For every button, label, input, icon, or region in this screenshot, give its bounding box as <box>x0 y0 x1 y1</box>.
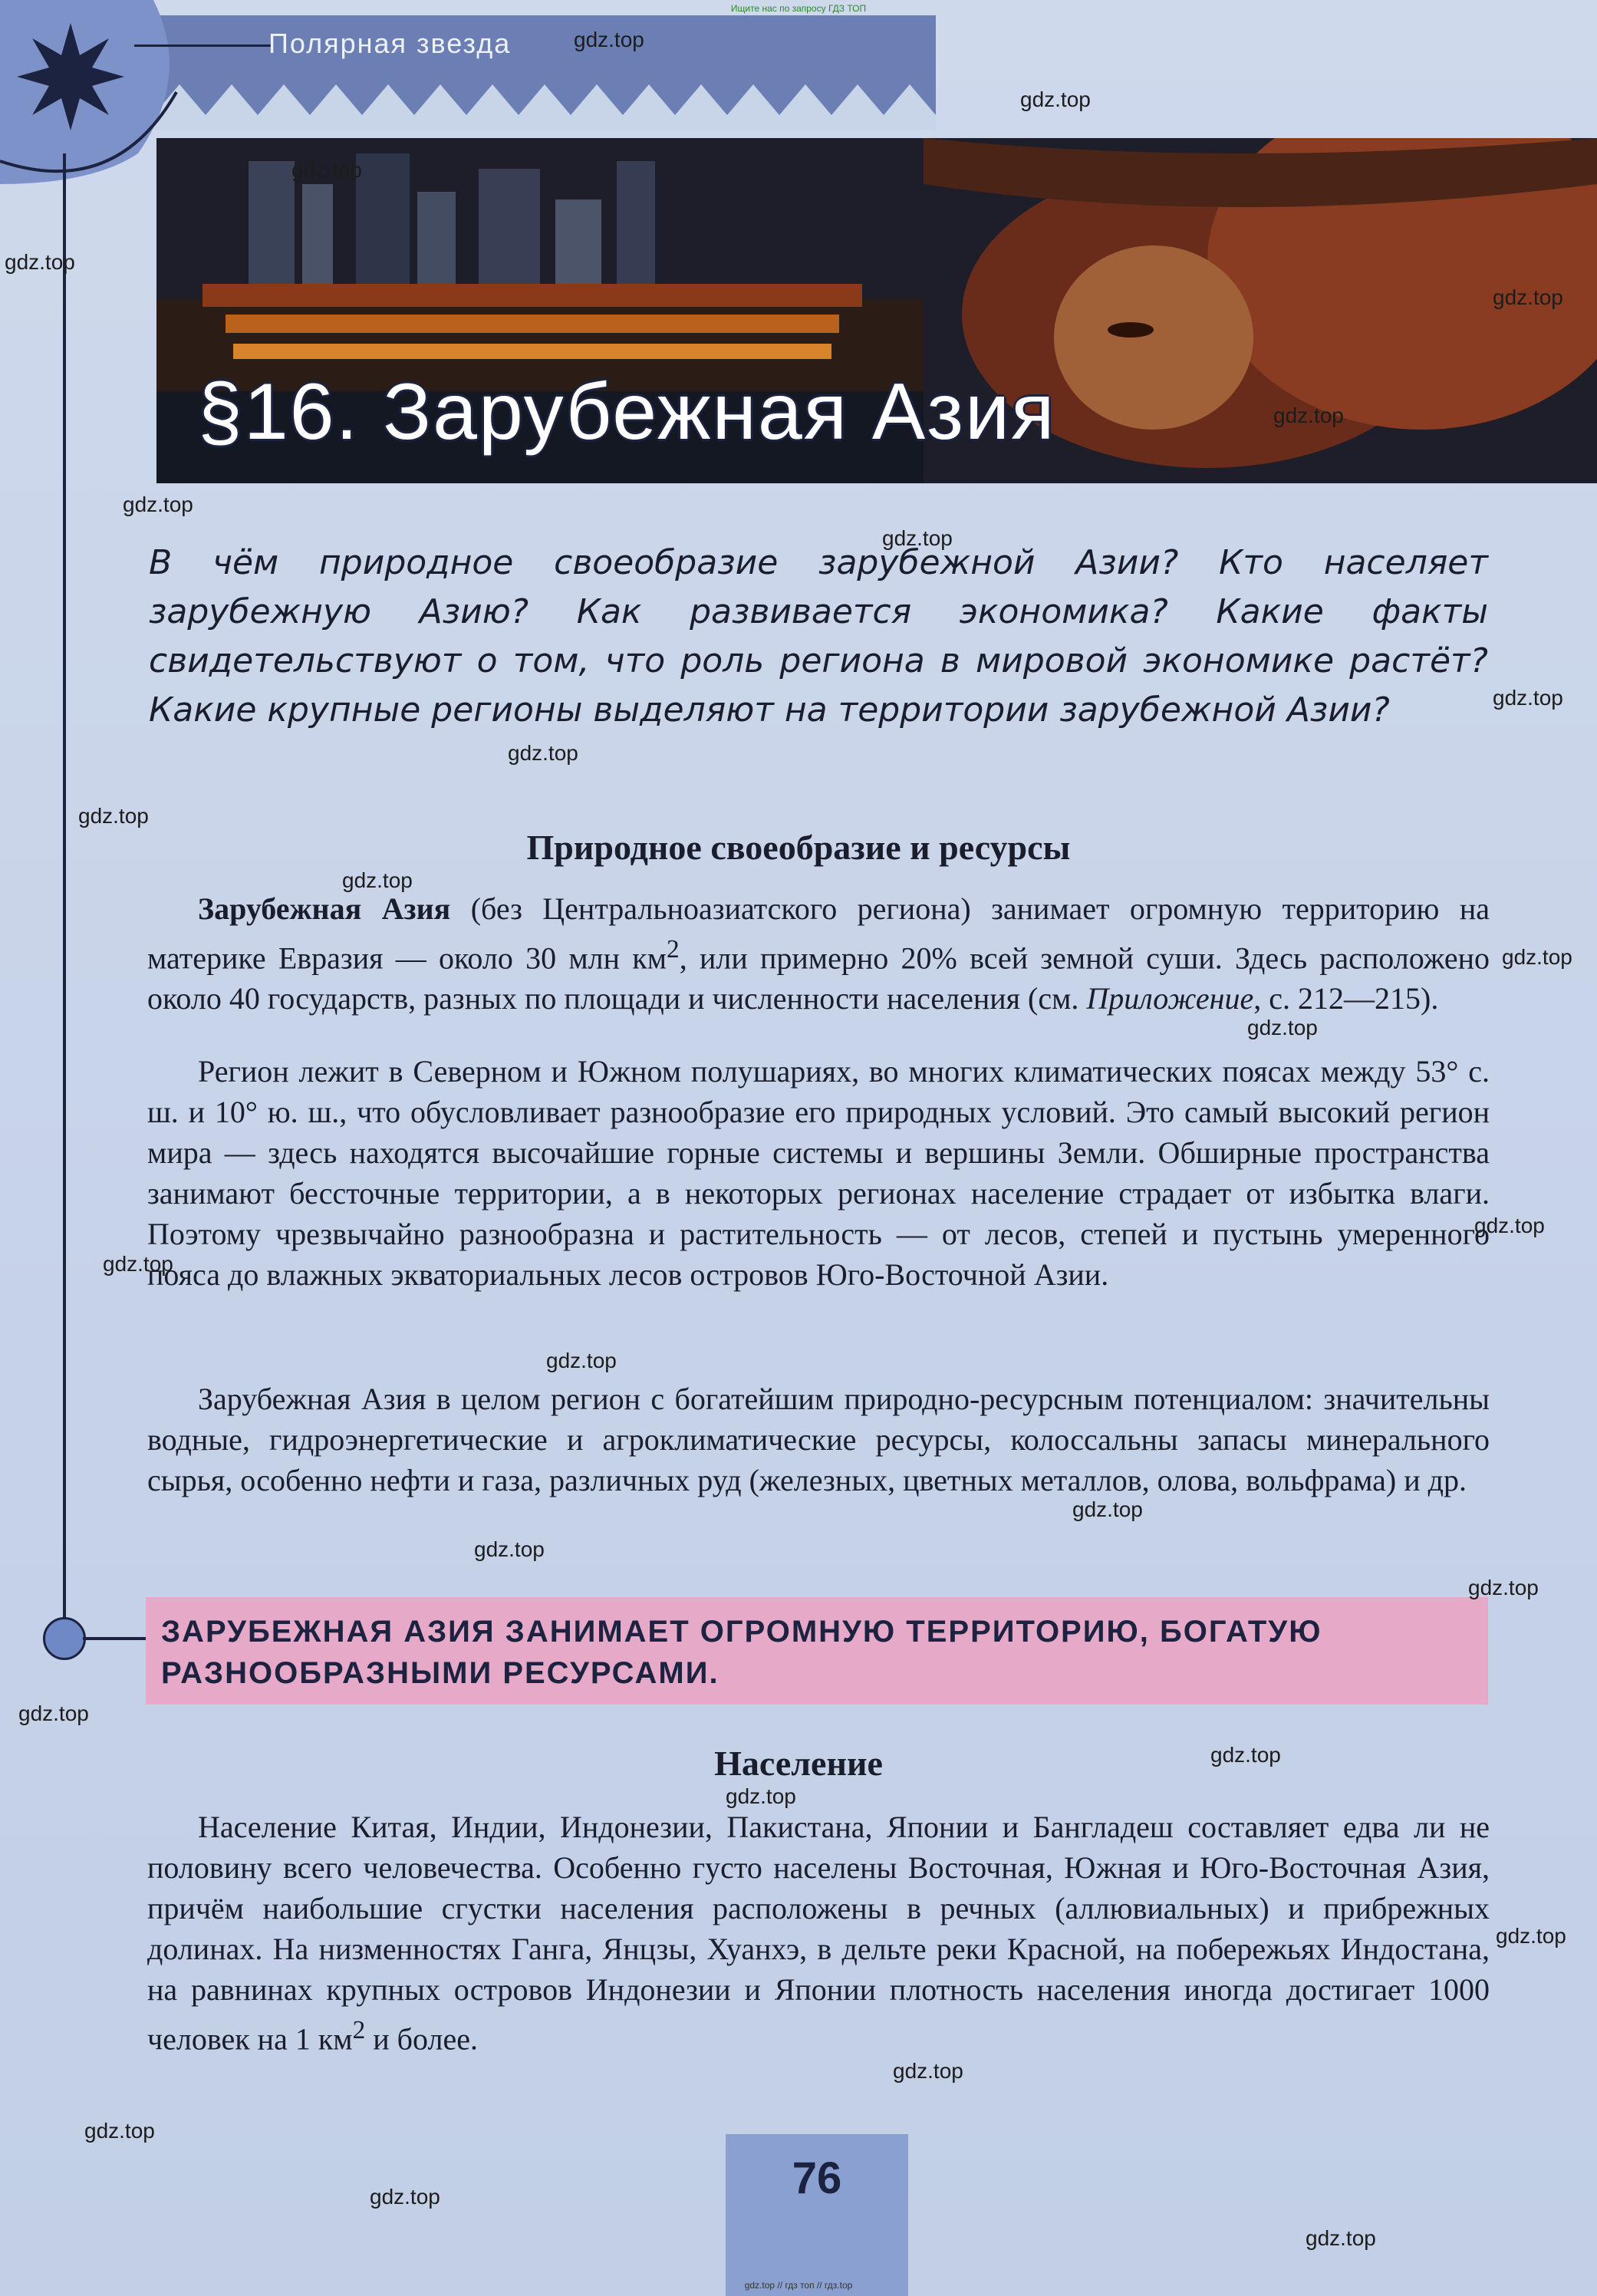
watermark: gdz.top <box>1493 285 1563 309</box>
watermark: gdz.top <box>1306 2226 1376 2250</box>
watermark: gdz.top <box>1020 87 1091 111</box>
watermark: gdz.top <box>84 2119 155 2143</box>
margin-rule <box>63 153 66 1634</box>
watermark: gdz.top <box>1072 1497 1143 1521</box>
watermark: gdz.top <box>474 1537 545 1561</box>
lead-questions: В чём природное своеобразие зарубежной Азии? Кто населяет зарубежную Азию? Как развивается экономика? Какие факты свидетельствуют о том, что роль региона в мировой экономике растёт? Какие крупные регионы выделяют на территории зарубежной Азии? <box>149 543 1488 730</box>
watermark: gdz.top <box>103 1252 173 1276</box>
paragraph-territory: Зарубежная Азия (без Центральноазиатского региона) занимает огромную территорию на материке Евразия — около 30 млн $км^2$, или примерно 20% всей земной суши. Здесь расположено около 40 государств, разных по площади и численности населения (см. Приложение, с. 212—215). <box>147 891 1490 1016</box>
callout-connector <box>83 1637 147 1640</box>
callout-marker <box>43 1617 86 1660</box>
watermark: gdz.top <box>1496 1924 1566 1948</box>
watermark: gdz.top <box>1247 1016 1318 1039</box>
watermark: gdz.top <box>1474 1214 1545 1237</box>
paragraph-climate: Регион лежит в Северном и Южном полушариях, во многих климатических поясах между 53° с. ш. и 10° ю. ш., что обусловливает разнообразие его природных условий. Это самый высокий регион мира — здесь находятся высочайшие горные системы и вершины Земли. Обширные пространства занимают бессточные территории, а в некоторых регионах население страдает от избытка влаги. Поэтому чрезвычайно разнообразна и растительность — от лесов, степей и пустынь умеренного пояса до влажных экваториальных лесов островов Юго-Восточной Азии. <box>147 1054 1490 1292</box>
watermark: gdz.top <box>882 526 953 550</box>
top-notice: Ищите нас по запросу ГДЗ ТОП <box>730 3 867 14</box>
watermark: gdz.top <box>78 804 149 828</box>
watermark: gdz.top <box>893 2059 963 2083</box>
watermark: gdz.top <box>1468 1576 1539 1599</box>
key-idea-callout: ЗАРУБЕЖНАЯ АЗИЯ ЗАНИМАЕТ ОГРОМНУЮ ТЕРРИТОРИЮ, БОГАТУЮ РАЗНООБРАЗНЫМИ РЕСУРСАМИ. <box>146 1597 1488 1705</box>
watermark: gdz.top <box>370 2185 440 2209</box>
zigzag-decoration <box>153 84 936 130</box>
watermark: gdz.top <box>1210 1743 1281 1767</box>
watermark: gdz.top <box>342 868 413 892</box>
paragraph-population: Население Китая, Индии, Индонезии, Пакистана, Японии и Бангладеш составляет едва ли не половину всего человечества. Особенно густо населены Восточная, Южная и Юго-Восточная Азия, причём наибольшие сгустки населения расположены в речных (аллювиальных) и прибрежных долинах. На низменностях Ганга, Янцзы, Хуанхэ, в дельте реки Красной, на побережьях Индостана, на равнинах крупных островов Индонезии и Японии плотность населения иногда достигает 1000 человек на 1 $км^2$ и более. <box>147 1810 1490 2057</box>
term-foreign-asia: Зарубежная Азия <box>198 891 451 926</box>
page-title: §16. Зарубежная Азия <box>198 367 1056 456</box>
series-title: Полярная звезда <box>268 28 512 59</box>
watermark: gdz.top <box>18 1701 89 1725</box>
watermark: gdz.top <box>291 158 362 182</box>
watermark: gdz.top <box>546 1349 617 1372</box>
header-connector-line <box>134 44 272 47</box>
watermark: gdz.top <box>726 1784 796 1808</box>
appendix-reference: Приложение <box>1086 981 1254 1016</box>
footer-note: gdz.top // гдз топ // гдз.top <box>744 2280 853 2291</box>
watermark: gdz.top <box>5 250 75 274</box>
section-heading-population: Население <box>714 1744 883 1783</box>
watermark: gdz.top <box>123 492 193 516</box>
watermark: gdz.top <box>1493 686 1563 710</box>
watermark: gdz.top <box>508 741 578 765</box>
watermark: gdz.top <box>574 28 644 51</box>
watermark: gdz.top <box>1273 404 1344 427</box>
paragraph-resources: Зарубежная Азия в целом регион с богатейшим природно-ресурсным потенциалом: значительны водные, гидроэнергетические и агроклиматические ресурсы, колоссальны запасы минерального сырья, особенно нефти и газа, различных руд (железных, цветных металлов, олова, вольфрама) и др. <box>147 1382 1490 1497</box>
page-number: 76 <box>792 2153 842 2203</box>
watermark: gdz.top <box>1502 945 1572 969</box>
section-heading-nature: Природное своеобразие и ресурсы <box>526 828 1071 867</box>
